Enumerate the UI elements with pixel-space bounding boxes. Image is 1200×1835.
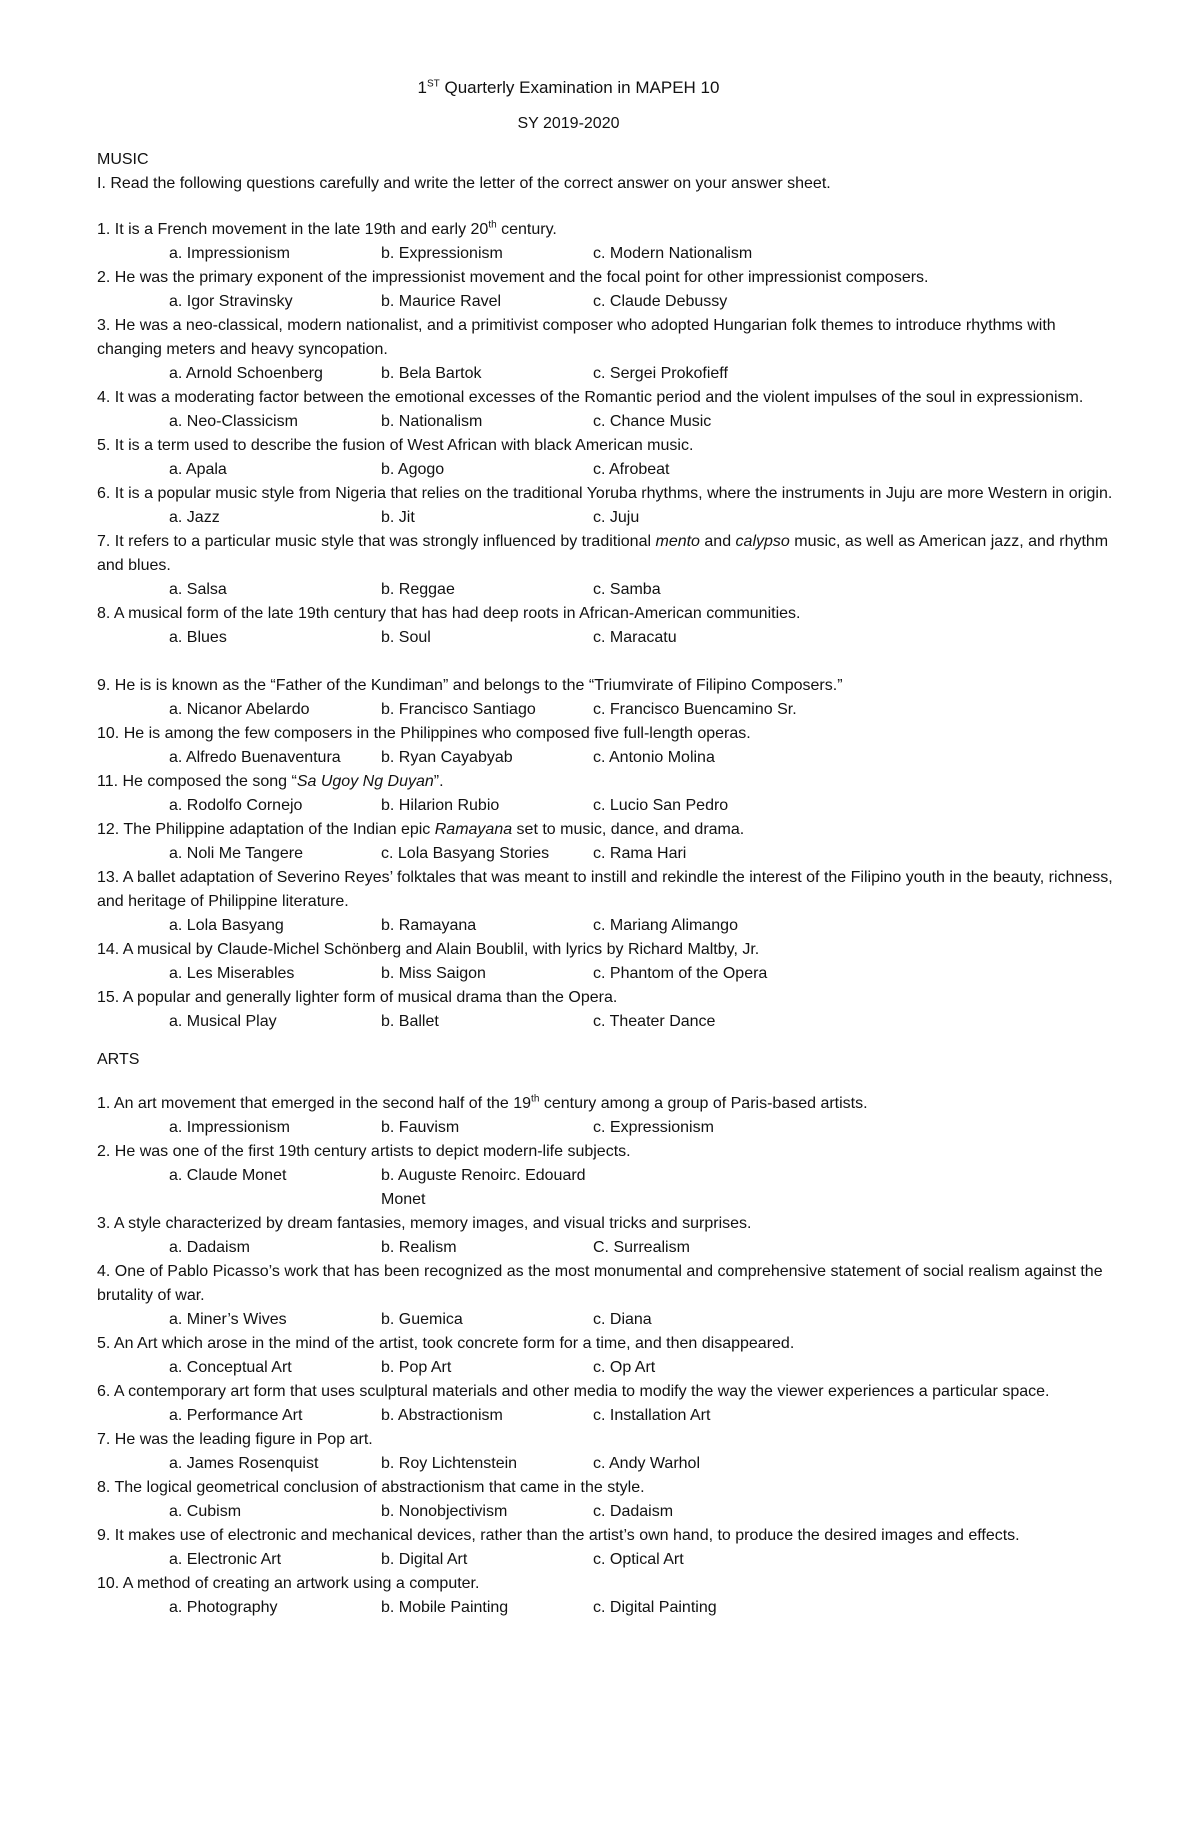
music-question-5 xyxy=(97,434,1120,458)
option-a: a. Impressionism xyxy=(169,1119,290,1136)
option-a: a. Cubism xyxy=(169,1503,242,1520)
question-text-part: 2. He was the primary exponent of the impressionist movement and the focal point for other impressionist composers. xyxy=(97,269,929,286)
question-text-part: Ramayana xyxy=(434,821,513,838)
music-options-14 xyxy=(97,962,1120,986)
option-c: c. Expressionism xyxy=(593,1119,714,1136)
arts-options-8 xyxy=(97,1500,1120,1524)
question-text-part: 9. It makes use of electronic and mechanical devices, rather than the artist’s own hand, to produce the desired images and effects. xyxy=(97,1527,1020,1544)
arts-question-1 xyxy=(97,1092,1120,1116)
question-text-part: th xyxy=(531,1093,540,1105)
option-b: b. Mobile Painting xyxy=(381,1599,509,1616)
option-c: c. Chance Music xyxy=(593,413,712,430)
title-rest: Quarterly Examination in MAPEH 10 xyxy=(439,78,720,97)
title-prefix: 1 xyxy=(417,78,427,97)
option-c: c. Francisco Buencamino Sr. xyxy=(593,701,797,718)
option-c: c. Theater Dance xyxy=(593,1013,716,1030)
question-text-part: mento xyxy=(655,533,700,550)
option-b: b. Roy Lichtenstein xyxy=(381,1455,518,1472)
option-c: c. Rama Hari xyxy=(593,845,687,862)
option-b: b. Expressionism xyxy=(381,245,503,262)
question-text-part: 5. An Art which arose in the mind of the artist, took concrete form for a time, and then disappeared. xyxy=(97,1335,795,1352)
question-text-part: 7. It refers to a particular music style that was strongly influenced by traditional xyxy=(97,533,656,550)
arts-options-1 xyxy=(97,1116,1120,1140)
option-b: b. Soul xyxy=(381,629,431,646)
option-a: a. Miner’s Wives xyxy=(169,1311,287,1328)
option-b: b. Auguste Renoirc. Edouard Monet xyxy=(381,1167,586,1208)
option-a: a. Photography xyxy=(169,1599,278,1616)
option-a: a. Salsa xyxy=(169,581,227,598)
music-options-15 xyxy=(97,1010,1120,1034)
music-question-1 xyxy=(97,218,1120,242)
music-options-9 xyxy=(97,698,1120,722)
music-options-1 xyxy=(97,242,1120,266)
option-b: b. Ryan Cayabyab xyxy=(381,749,513,766)
arts-options-7 xyxy=(97,1452,1120,1476)
music-options-3 xyxy=(97,362,1120,386)
music-options-12 xyxy=(97,842,1120,866)
option-c: c. Samba xyxy=(593,581,661,598)
question-text-part: Sa Ugoy Ng Duyan xyxy=(296,773,434,790)
arts-question-8 xyxy=(97,1476,1120,1500)
option-c: c. Lucio San Pedro xyxy=(593,797,729,814)
option-c: c. Claude Debussy xyxy=(593,293,728,310)
arts-question-4 xyxy=(97,1260,1120,1308)
option-a: a. Nicanor Abelardo xyxy=(169,701,310,718)
question-text-part: 2. He was one of the first 19th century artists to depict modern-life subjects. xyxy=(97,1143,631,1160)
arts-options-9 xyxy=(97,1548,1120,1572)
option-a: a. Musical Play xyxy=(169,1013,277,1030)
option-b: b. Jit xyxy=(381,509,415,526)
arts-question-9 xyxy=(97,1524,1120,1548)
option-c: c. Maracatu xyxy=(593,629,677,646)
question-text-part: 14. A musical by Claude-Michel Schönberg and Alain Boublil, with lyrics by Richard Maltby, Jr. xyxy=(97,941,760,958)
option-b: b. Bela Bartok xyxy=(381,365,482,382)
option-b: b. Fauvism xyxy=(381,1119,460,1136)
option-c: c. Phantom of the Opera xyxy=(593,965,768,982)
option-a: a. Apala xyxy=(169,461,227,478)
question-text-part: calypso xyxy=(735,533,790,550)
option-c: c. Andy Warhol xyxy=(593,1455,701,1472)
arts-question-list xyxy=(97,1092,1120,1620)
music-question-11 xyxy=(97,770,1120,794)
arts-question-5 xyxy=(97,1332,1120,1356)
music-options-10 xyxy=(97,746,1120,770)
music-options-4 xyxy=(97,410,1120,434)
question-text-part: set to music, dance, and drama. xyxy=(512,821,745,838)
music-options-2 xyxy=(97,290,1120,314)
music-question-7 xyxy=(97,530,1120,578)
option-b: b. Ramayana xyxy=(381,917,477,934)
option-b: b. Pop Art xyxy=(381,1359,452,1376)
music-question-12 xyxy=(97,818,1120,842)
question-text-part: century among a group of Paris-based artists. xyxy=(539,1095,868,1112)
music-question-10 xyxy=(97,722,1120,746)
music-question-list xyxy=(97,218,1120,1034)
option-a: a. Arnold Schoenberg xyxy=(169,365,323,382)
option-c: c. Mariang Alimango xyxy=(593,917,738,934)
spacer xyxy=(97,650,1120,674)
option-b: b. Miss Saigon xyxy=(381,965,486,982)
music-question-9 xyxy=(97,674,1120,698)
question-text-part: 6. It is a popular music style from Nigeria that relies on the traditional Yoruba rhythms, where the instruments in Juju are more Western in origin. xyxy=(97,485,1113,502)
arts-question-2 xyxy=(97,1140,1120,1164)
music-instruction: I. Read the following questions carefully and write the letter of the correct answer on your answer sheet. xyxy=(97,175,831,192)
music-options-8 xyxy=(97,626,1120,650)
music-question-15 xyxy=(97,986,1120,1010)
arts-heading: ARTS xyxy=(97,1051,140,1068)
music-question-6 xyxy=(97,482,1120,506)
question-text-part: 3. He was a neo-classical, modern nationalist, and a primitivist composer who adopted Hungarian folk themes to introduce rhythms with changing meters and heavy syncopation. xyxy=(97,317,1056,358)
option-a: a. Blues xyxy=(169,629,227,646)
option-c: c. Installation Art xyxy=(593,1407,711,1424)
question-text-part: 8. A musical form of the late 19th century that has had deep roots in African-American communities. xyxy=(97,605,801,622)
arts-question-6 xyxy=(97,1380,1120,1404)
arts-options-4 xyxy=(97,1308,1120,1332)
option-a: a. Electronic Art xyxy=(169,1551,282,1568)
option-c: c. Op Art xyxy=(593,1359,656,1376)
arts-question-7 xyxy=(97,1428,1120,1452)
option-b: b. Digital Art xyxy=(381,1551,468,1568)
question-text-part: century. xyxy=(496,221,557,238)
option-a: a. Neo-Classicism xyxy=(169,413,298,430)
arts-question-3 xyxy=(97,1212,1120,1236)
exam-title xyxy=(97,74,1040,102)
option-c: c. Juju xyxy=(593,509,640,526)
option-b: b. Agogo xyxy=(381,461,445,478)
option-b: b. Francisco Santiago xyxy=(381,701,536,718)
question-text-part: 4. It was a moderating factor between the emotional excesses of the Romantic period and the violent impulses of the soul in expressionism. xyxy=(97,389,1084,406)
question-text-part: 15. A popular and generally lighter form of musical drama than the Opera. xyxy=(97,989,618,1006)
arts-question-10 xyxy=(97,1572,1120,1596)
arts-options-2 xyxy=(97,1164,1120,1212)
option-b: c. Lola Basyang Stories xyxy=(381,845,550,862)
option-a: a. Claude Monet xyxy=(169,1167,287,1184)
question-text-part: 10. A method of creating an artwork using a computer. xyxy=(97,1575,480,1592)
question-text-part: 4. One of Pablo Picasso’s work that has been recognized as the most monumental and comprehensive statement of social realism against the brutality of war. xyxy=(97,1263,1103,1304)
option-a: a. Lola Basyang xyxy=(169,917,284,934)
music-question-13 xyxy=(97,866,1120,914)
option-b: b. Hilarion Rubio xyxy=(381,797,500,814)
arts-options-5 xyxy=(97,1356,1120,1380)
option-b: b. Maurice Ravel xyxy=(381,293,502,310)
option-a: a. Impressionism xyxy=(169,245,290,262)
option-b: b. Abstractionism xyxy=(381,1407,503,1424)
option-b: b. Nationalism xyxy=(381,413,483,430)
music-options-11 xyxy=(97,794,1120,818)
arts-options-6 xyxy=(97,1404,1120,1428)
music-options-6 xyxy=(97,506,1120,530)
question-text-part: 8. The logical geometrical conclusion of abstractionism that came in the style. xyxy=(97,1479,645,1496)
option-b: b. Realism xyxy=(381,1239,457,1256)
option-c: c. Antonio Molina xyxy=(593,749,715,766)
arts-options-3 xyxy=(97,1236,1120,1260)
question-text-part: 10. He is among the few composers in the Philippines who composed five full-length operas. xyxy=(97,725,751,742)
music-options-13 xyxy=(97,914,1120,938)
question-text-part: 11. He composed the song “ xyxy=(97,773,297,790)
option-a: a. Alfredo Buenaventura xyxy=(169,749,341,766)
question-text-part: 6. A contemporary art form that uses sculptural materials and other media to modify the way the viewer experiences a particular space. xyxy=(97,1383,1050,1400)
option-a: a. James Rosenquist xyxy=(169,1455,319,1472)
option-a: a. Igor Stravinsky xyxy=(169,293,293,310)
question-text-part: 1. An art movement that emerged in the second half of the 19 xyxy=(97,1095,532,1112)
option-c: c. Diana xyxy=(593,1311,652,1328)
option-b: b. Ballet xyxy=(381,1013,439,1030)
title-sup: ST xyxy=(427,78,440,90)
music-question-4 xyxy=(97,386,1120,410)
option-a: a. Dadaism xyxy=(169,1239,250,1256)
question-text-part: 13. A ballet adaptation of Severino Reyes’ folktales that was meant to instill and rekindle the interest of the Filipino youth in the beauty, richness, and heritage of Philippine literature. xyxy=(97,869,1113,910)
option-c: c. Modern Nationalism xyxy=(593,245,753,262)
option-a: a. Noli Me Tangere xyxy=(169,845,303,862)
option-c: c. Digital Painting xyxy=(593,1599,717,1616)
music-question-2 xyxy=(97,266,1120,290)
option-c: c. Optical Art xyxy=(593,1551,684,1568)
music-heading: MUSIC xyxy=(97,151,149,168)
music-options-5 xyxy=(97,458,1120,482)
question-text-part: 12. The Philippine adaptation of the Indian epic xyxy=(97,821,435,838)
arts-options-10 xyxy=(97,1596,1120,1620)
question-text-part: 3. A style characterized by dream fantasies, memory images, and visual tricks and surprises. xyxy=(97,1215,752,1232)
option-a: a. Performance Art xyxy=(169,1407,303,1424)
question-text-part: 7. He was the leading figure in Pop art. xyxy=(97,1431,373,1448)
question-text-part: music, as well as American jazz, and rhythm and blues. xyxy=(97,533,1109,574)
option-c: c. Dadaism xyxy=(593,1503,674,1520)
option-c: c. Sergei Prokofieff xyxy=(593,365,728,382)
question-text-part: and xyxy=(699,533,736,550)
option-c: C. Surrealism xyxy=(593,1239,690,1256)
option-a: a. Rodolfo Cornejo xyxy=(169,797,303,814)
option-a: a. Conceptual Art xyxy=(169,1359,292,1376)
music-question-14 xyxy=(97,938,1120,962)
option-b: b. Reggae xyxy=(381,581,455,598)
music-question-8 xyxy=(97,602,1120,626)
question-text-part: ”. xyxy=(433,773,444,790)
option-c: c. Afrobeat xyxy=(593,461,670,478)
question-text-part: 9. He is is known as the “Father of the Kundiman” and belongs to the “Triumvirate of Filipino Composers.” xyxy=(97,677,843,694)
option-a: a. Les Miserables xyxy=(169,965,295,982)
question-text-part: 5. It is a term used to describe the fusion of West African with black American music. xyxy=(97,437,694,454)
music-question-3 xyxy=(97,314,1120,362)
music-options-7 xyxy=(97,578,1120,602)
question-text-part: 1. It is a French movement in the late 19th and early 20 xyxy=(97,221,489,238)
option-b: b. Nonobjectivism xyxy=(381,1503,508,1520)
option-b: b. Guemica xyxy=(381,1311,463,1328)
school-year: SY 2019-2020 xyxy=(517,115,620,132)
question-text-part: th xyxy=(488,219,497,231)
option-a: a. Jazz xyxy=(169,509,220,526)
